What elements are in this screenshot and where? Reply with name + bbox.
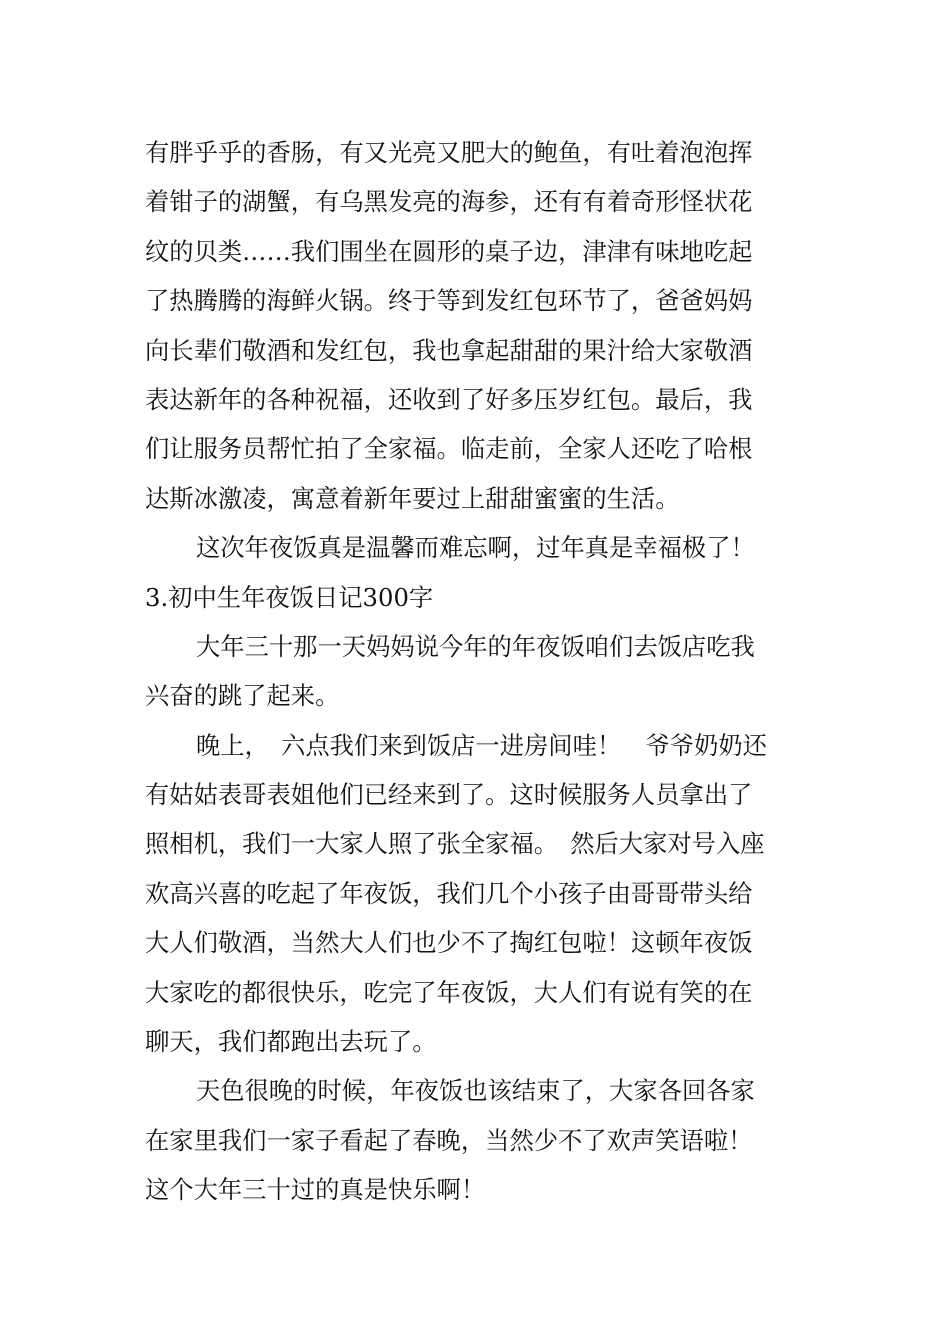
text-line: 晚上， 六点我们来到饭店一进房间哇！ 爷爷奶奶还	[196, 730, 767, 760]
text-line: 纹的贝类……我们围坐在圆形的桌子边，津津有味地吃起	[145, 236, 753, 266]
text-line: 们让服务员帮忙拍了全家福。临走前，全家人还吃了哈根	[145, 434, 753, 464]
text-line: 照相机，我们一大家人照了张全家福。 然后大家对号入座	[145, 829, 765, 859]
text-line: 兴奋的跳了起来。	[145, 681, 340, 711]
text-line: 这次年夜饭真是温馨而难忘啊，过年真是幸福极了！	[196, 533, 755, 563]
paragraph-conclusion	[145, 523, 810, 572]
text-line: 在家里我们一家子看起了春晚，当然少不了欢声笑语啦！	[145, 1125, 753, 1155]
text-line: 聊天，我们都跑出去玩了。	[145, 1027, 437, 1057]
paragraph-evening	[145, 721, 810, 1067]
text-line: 向长辈们敬酒和发红包，我也拿起甜甜的果汁给大家敬酒	[145, 335, 753, 365]
text-line: 着钳子的湖蟹，有乌黑发亮的海参，还有有着奇形怪状花	[145, 187, 753, 217]
paragraph-dinner-description	[145, 128, 810, 523]
text-line: 表达新年的各种祝福，还收到了好多压岁红包。最后，我	[145, 384, 753, 414]
section-heading: 3.初中生年夜饭日记300字	[145, 582, 434, 612]
text-line: 有胖乎乎的香肠，有又光亮又肥大的鲍鱼，有吐着泡泡挥	[145, 138, 753, 167]
text-line: 大年三十那一天妈妈说今年的年夜饭咱们去饭店吃我	[196, 631, 755, 661]
text-line: 达斯冰激凌，寓意着新年要过上甜甜蜜蜜的生活。	[145, 483, 680, 513]
text-line: 这个大年三十过的真是快乐啊！	[145, 1175, 486, 1205]
paragraph-opening	[145, 622, 810, 721]
text-line: 天色很晚的时候，年夜饭也该结束了，大家各回各家	[196, 1076, 755, 1106]
text-line: 大人们敬酒，当然大人们也少不了掏红包啦！这顿年夜饭	[145, 928, 753, 958]
document-body	[145, 128, 810, 1215]
text-line: 有姑姑表哥表姐他们已经来到了。这时候服务人员拿出了	[145, 780, 753, 810]
paragraph-night	[145, 1066, 810, 1214]
text-line: 了热腾腾的海鲜火锅。终于等到发红包环节了，爸爸妈妈	[145, 286, 753, 316]
text-line: 大家吃的都很快乐，吃完了年夜饭，大人们有说有笑的在	[145, 977, 753, 1007]
text-line: 欢高兴喜的吃起了年夜饭，我们几个小孩子由哥哥带头给	[145, 878, 753, 908]
